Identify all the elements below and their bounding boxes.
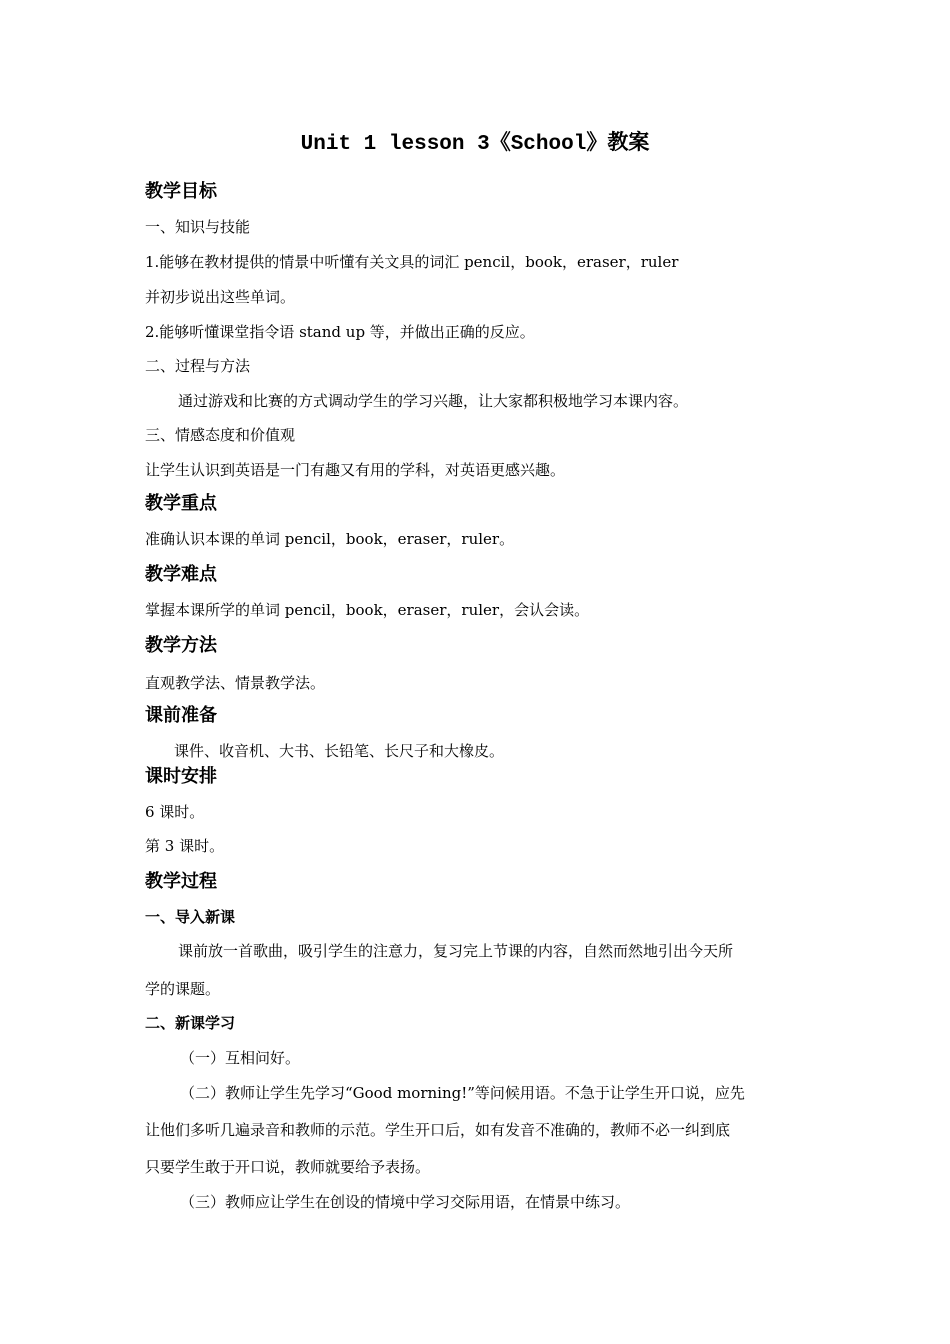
difficulty-text: 掌握本课所学的单词 pencil，book，eraser，ruler，会认会读。: [145, 601, 590, 619]
method-heading: 教学方法: [145, 635, 217, 656]
schedule-total: 6 课时。: [145, 803, 205, 821]
emotion-heading: 三、情感态度和价值观: [145, 426, 296, 444]
prep-text: 课件、收音机、大书、长铅笔、长尺子和大橡皮。: [174, 742, 505, 760]
knowledge-item-1-continued: 并初步说出这些单词。: [145, 288, 296, 306]
keypoint-heading: 教学重点: [145, 493, 217, 514]
prep-heading: 课前准备: [145, 705, 217, 726]
process-heading: 二、过程与方法: [145, 357, 251, 375]
method-text: 直观教学法、情景教学法。: [145, 674, 326, 692]
step-2-continued-2: 只要学生敢于开口说，教师就要给予表扬。: [145, 1158, 431, 1176]
emotion-text: 让学生认识到英语是一门有趣又有用的学科，对英语更感兴趣。: [145, 461, 566, 479]
new-lesson-heading: 二、新课学习: [145, 1014, 236, 1032]
knowledge-item-1: 1.能够在教材提供的情景中听懂有关文具的词汇 pencil，book，eraser，ruler: [145, 253, 679, 271]
intro-text: 课前放一首歌曲，吸引学生的注意力，复习完上节课的内容，自然而然地引出今天所: [178, 942, 734, 960]
difficulty-heading: 教学难点: [145, 564, 217, 585]
knowledge-item-2: 2.能够听懂课堂指令语 stand up 等，并做出正确的反应。: [145, 323, 535, 341]
document-title: Unit 1 lesson 3《School》教案: [300, 133, 650, 156]
step-3: （三）教师应让学生在创设的情境中学习交际用语，在情景中练习。: [180, 1193, 631, 1211]
knowledge-heading: 一、知识与技能: [145, 218, 251, 236]
step-1: （一）互相问好。: [180, 1049, 301, 1067]
step-2: （二）教师让学生先学习“Good morning!”等问候用语。不急于让学生开口说，应先: [180, 1084, 745, 1102]
objectives-heading: 教学目标: [145, 181, 217, 202]
step-2-continued-1: 让他们多听几遍录音和教师的示范。学生开口后，如有发音不准确的，教师不必一纠到底: [145, 1121, 731, 1139]
keypoint-text: 准确认识本课的单词 pencil，book，eraser，ruler。: [145, 530, 515, 548]
procedure-heading: 教学过程: [145, 871, 217, 892]
intro-text-continued: 学的课题。: [145, 980, 221, 998]
schedule-current: 第 3 课时。: [145, 837, 225, 855]
schedule-heading: 课时安排: [145, 766, 217, 787]
process-text: 通过游戏和比赛的方式调动学生的学习兴趣，让大家都积极地学习本课内容。: [178, 392, 689, 410]
intro-heading: 一、导入新课: [145, 908, 236, 926]
